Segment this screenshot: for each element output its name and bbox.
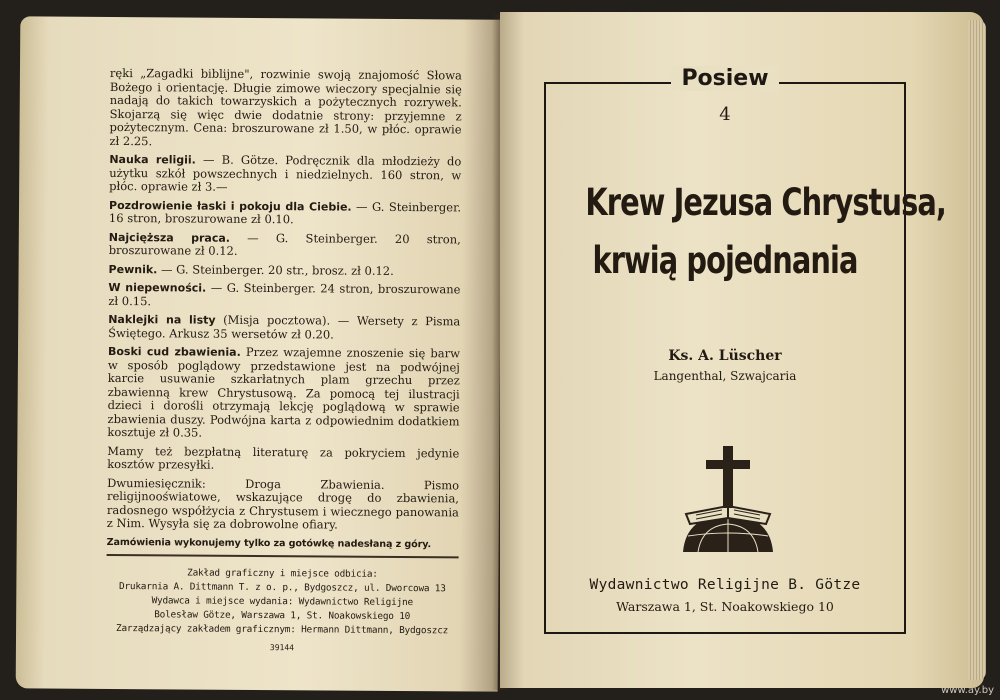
orders-note: Zamówienia wykonujemy tylko za gotówkę nadesłaną z góry. <box>107 536 459 557</box>
publisher-name: Wydawnictwo Religijne B. Götze <box>589 577 861 593</box>
left-page <box>16 16 503 691</box>
left-paragraph-3: Pozdrowienie łaski i pokoju dla Ciebie. — G. Steinberger. 16 stron, broszurowane zł 0.10. <box>108 198 462 227</box>
left-paragraph-10: Dwumiesięcznik: Droga Zbawienia. Pismo religijnooświatowe, wskazujące drogę do zbawienia, radosnego współżycia z Chrystusem i wiecznego panowania z Nim. Wysyła się za dobrowolne ofiary. <box>106 475 460 532</box>
imprint-line: Drukarnia A. Dittmann T. z o. p., Bydgoszcz, ul. Dworcowa 13 <box>119 580 446 594</box>
left-paragraph-9: Mamy też bezpłatną literaturę za pokryciem jedynie kosztów przesyłki. <box>107 443 460 472</box>
publisher-address: Warszawa 1, St. Noakowskiego 10 <box>616 599 834 614</box>
site-watermark: www.ay.by <box>941 685 994 696</box>
left-paragraph-8: Boski cud zbawienia. Przez wzajemne znoszenie się barw w sposób poglądowy przedstawione jest na podwójnej karcie usuwanie szkarłatnych plam grzechu przez zbawienną krew Chrystusową. Za pomocą tej ilustracji dzieci i dorośli otrzymają lekcję poglądową w sprawie zbawienia duszy. Podwójna karta z odpowiednim dodatkiem kosztuje zł 0.35. <box>107 344 461 440</box>
title-frame <box>544 66 946 634</box>
title-page <box>500 12 984 688</box>
cross-icon <box>706 446 750 508</box>
page-edges <box>968 20 986 680</box>
cross-bible-globe-emblem <box>658 444 798 554</box>
series-name: Posiew <box>546 66 904 91</box>
author-place: Langenthal, Szwajcaria <box>653 369 797 383</box>
imprint-line: Wydawca i miejsce wydania: Wydawnictwo Religijne <box>151 594 413 608</box>
printer-imprint <box>106 565 458 637</box>
imprint-line: Zarządzający zakładem graficznym: Hermann Dittmann, Bydgoszcz <box>115 622 449 636</box>
imprint-line: Zakład graficzny i miejsce odbicia: <box>187 567 378 580</box>
imprint-line: Bolesław Götze, Warszawa 1, St. Noakowskiego 10 <box>154 608 411 622</box>
left-paragraph-6: W niepewności. — G. Steinberger. 24 stron, broszurowane zł 0.15. <box>108 280 461 308</box>
book-title <box>585 174 946 290</box>
left-paragraph-1: ręki „Zagadki biblijne", rozwinie swoją znajomość Słowa Bożego i orientację. Długie zimowe wieczory specjalnie się nadają do takich towarzyskich a pożytecznych rozrywek. Skojarzą się więc dwie dodatnie strony: przyjemne z pożytecznym. Cena: broszurowane zł 1.50, w płóc. oprawie zł 2.25. <box>109 65 462 148</box>
print-number: 39144 <box>269 642 295 652</box>
left-paragraph-5: Pewnik. — G. Steinberger. 20 str., brosz. zł 0.12. <box>108 261 394 278</box>
author-name: Ks. A. Lüscher <box>668 348 782 364</box>
title-line-1: Krew Jezusa Chrystusa, <box>585 181 946 224</box>
left-paragraph-2: Nauka religii. — B. Götze. Podręcznik dla młodzieży do użytku szkół powszechnych i niedzielnych. 160 stron, w płóc. oprawie zł 3.— <box>109 152 462 194</box>
title-line-2: krwią pojednania <box>592 239 858 282</box>
left-paragraph-7: Naklejki na listy (Misja pocztowa). — Wersety z Pisma Świętego. Arkusz 35 wersetów zł 0.20. <box>108 312 461 342</box>
issue-number: 4 <box>719 104 731 125</box>
left-paragraph-4: Najcięższa praca. — G. Steinberger. 20 stron, broszurowane zł 0.12. <box>108 230 461 258</box>
